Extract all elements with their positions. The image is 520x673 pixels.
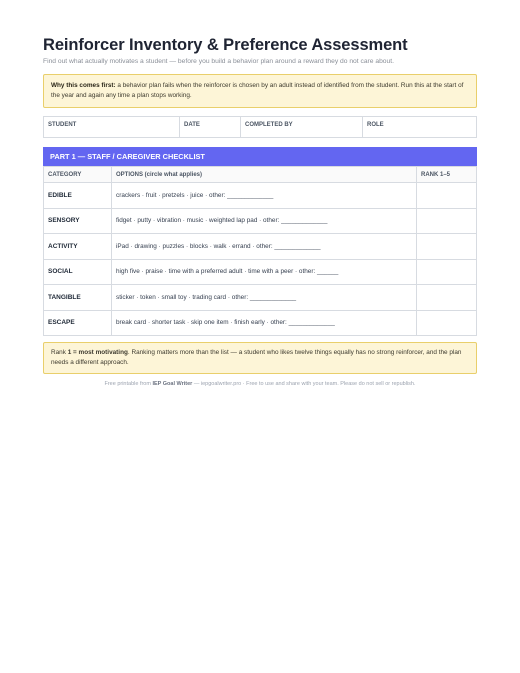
role-field[interactable]: ROLE bbox=[367, 122, 384, 128]
footer-brand: IEP Goal Writer bbox=[152, 381, 193, 387]
rank-cell[interactable] bbox=[417, 208, 477, 234]
rank-cell[interactable] bbox=[417, 310, 477, 336]
page-footer bbox=[43, 381, 477, 387]
options-cell[interactable]: iPad · drawing · puzzles · blocks · walk · errand · other: _____________ bbox=[112, 234, 417, 260]
category-cell: SENSORY bbox=[44, 208, 112, 234]
reinforcer-checklist-table bbox=[43, 166, 477, 336]
options-cell[interactable]: fidget · putty · vibration · music · weighted lap pad · other: _____________ bbox=[112, 208, 417, 234]
section-header: PART 1 — STAFF / CAREGIVER CHECKLIST bbox=[43, 147, 477, 166]
table-row bbox=[44, 183, 477, 209]
table-row bbox=[44, 310, 477, 336]
page-title: Reinforcer Inventory & Preference Assessment bbox=[43, 36, 408, 54]
rank-cell[interactable] bbox=[417, 234, 477, 260]
table-row bbox=[44, 259, 477, 285]
rank-cell[interactable] bbox=[417, 183, 477, 209]
category-cell: TANGIBLE bbox=[44, 285, 112, 311]
callout-lead: Why this comes first: bbox=[51, 82, 116, 89]
options-cell[interactable]: high five · praise · time with a preferred adult · time with a peer · other: ______ bbox=[112, 259, 417, 285]
options-cell[interactable]: sticker · token · small toy · trading card · other: _____________ bbox=[112, 285, 417, 311]
why-callout bbox=[43, 74, 477, 108]
table-row bbox=[44, 208, 477, 234]
ranking-note bbox=[43, 342, 477, 374]
rank-header: RANK 1–5 bbox=[417, 167, 477, 183]
table-header-row bbox=[44, 167, 477, 183]
completed-by-field[interactable]: COMPLETED BY bbox=[241, 117, 363, 137]
note-bold: 1 = most motivating bbox=[67, 349, 128, 356]
category-cell: ACTIVITY bbox=[44, 234, 112, 260]
category-header: CATEGORY bbox=[44, 167, 112, 183]
category-cell: ESCAPE bbox=[44, 310, 112, 336]
rank-cell[interactable] bbox=[417, 285, 477, 311]
table-row bbox=[44, 285, 477, 311]
note-prefix: Rank bbox=[51, 349, 68, 356]
table-row bbox=[44, 234, 477, 260]
date-field[interactable]: DATE bbox=[180, 117, 241, 137]
category-cell: EDIBLE bbox=[44, 183, 112, 209]
callout-text: a behavior plan fails when the reinforcer is chosen by an adult instead of identified from the student. Run this at the start of the year and again any time a plan stops working. bbox=[51, 82, 464, 99]
footer-prefix: Free printable from bbox=[104, 381, 153, 387]
page-subtitle: Find out what actually motivates a student — before you build a behavior plan around a reward they do not care about. bbox=[43, 58, 394, 65]
student-info-row bbox=[43, 116, 477, 138]
options-cell[interactable]: crackers · fruit · pretzels · juice · other: _____________ bbox=[112, 183, 417, 209]
options-header: OPTIONS (circle what applies) bbox=[112, 167, 417, 183]
category-cell: SOCIAL bbox=[44, 259, 112, 285]
options-cell[interactable]: break card · shorter task · skip one item · finish early · other: _____________ bbox=[112, 310, 417, 336]
footer-suffix: — iepgoalwriter.pro · Free to use and share with your team. Please do not sell or republish. bbox=[192, 381, 416, 387]
rank-cell[interactable] bbox=[417, 259, 477, 285]
note-text: . Ranking matters more than the list — a student who likes twelve things equally has no strong reinforcer, and the plan needs a different approach. bbox=[51, 349, 462, 366]
student-field[interactable]: STUDENT bbox=[44, 117, 180, 137]
